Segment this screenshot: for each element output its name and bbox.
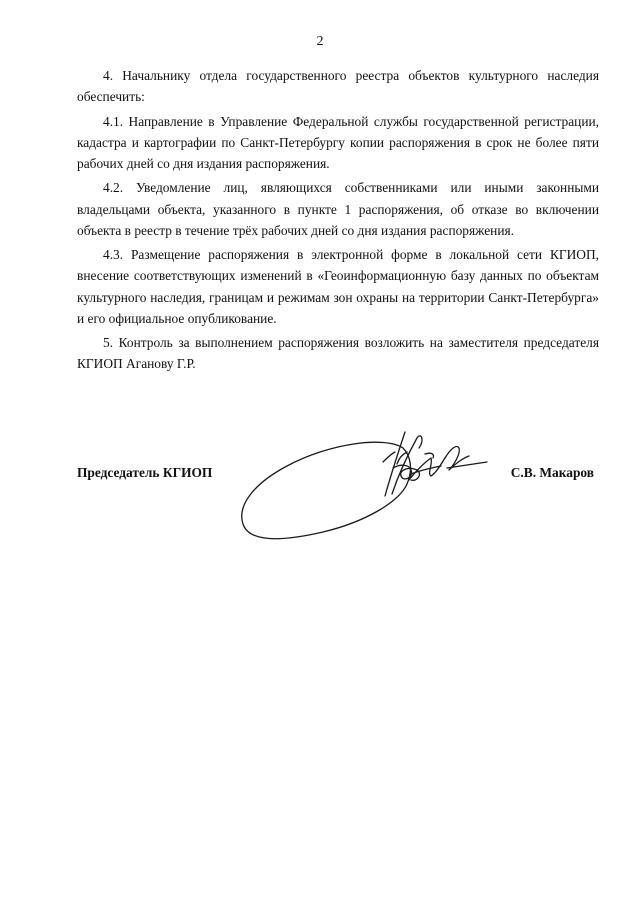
paragraph-4-1: 4.1. Направление в Управление Федеральной службы государственной регистрации, кадастра и картографии по Санкт-Петербургу копии распоряжения в срок не более пяти рабочих дней со дня издания распоряжения. xyxy=(77,113,599,171)
paragraph-5: 5. Контроль за выполнением распоряжения возложить на заместителя председателя КГИОП Аганову Г.Р. xyxy=(77,335,599,372)
signatory-name: С.В. Макаров xyxy=(510,465,594,480)
paragraph-4-2: 4.2. Уведомление лиц, являющихся собственниками или иными законными владельцами объекта, указанного в пункте 1 распоряжения, об отказе во включении объекта в реестр в течение трёх рабочих дней со дня издания распоряжения. xyxy=(77,180,599,238)
page-number: 2 xyxy=(316,34,324,49)
paragraph-4-3: 4.3. Размещение распоряжения в электронной форме в локальной сети КГИОП, внесение соответствующих изменений в «Геоинформационную базу данных по объектам культурного наследия, границам и режимам зон охраны на территории Санкт-Петербурга» и его официальное опубликование. xyxy=(77,247,599,326)
document-body xyxy=(77,65,599,378)
handwritten-signature xyxy=(235,418,505,568)
signatory-position: Председатель КГИОП xyxy=(77,465,213,480)
paragraph-4: 4. Начальнику отдела государственного реестра объектов культурного наследия обеспечить: xyxy=(77,68,599,105)
